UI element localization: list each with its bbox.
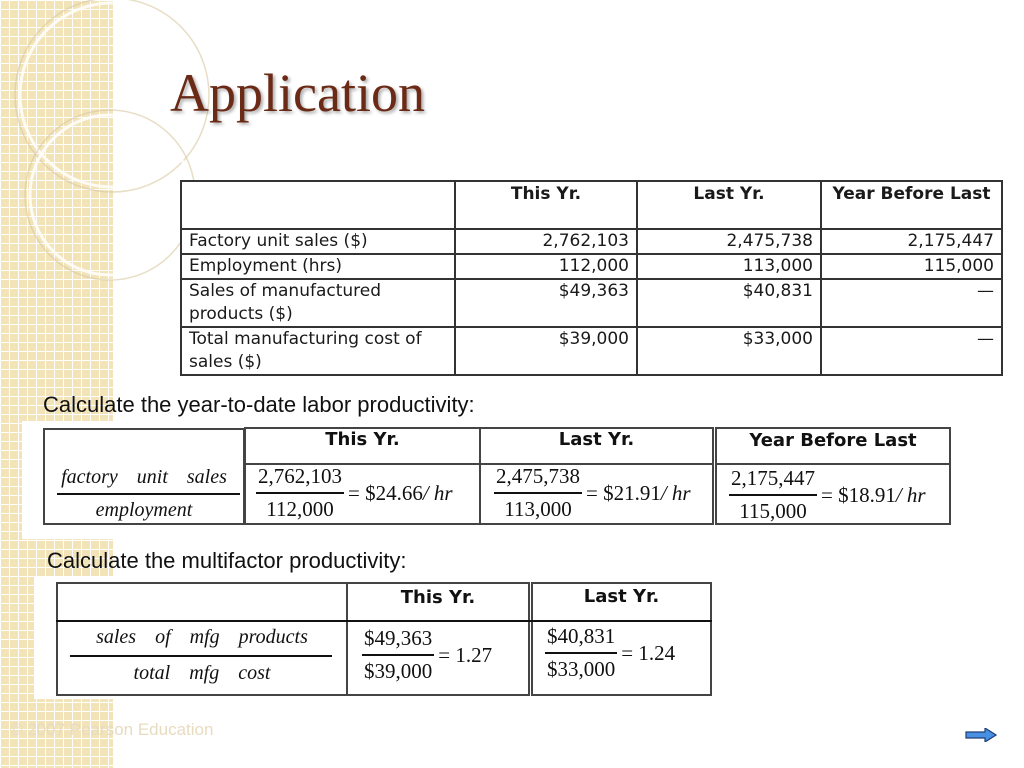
- labor-this-yr-unit: / hr: [422, 480, 453, 505]
- multifactor-formula-divider: [70, 655, 332, 657]
- cell-year-before: 115,000: [821, 254, 1002, 279]
- multifactor-header-last-yr: Last Yr.: [583, 586, 660, 607]
- multifactor-header-divider: [56, 620, 712, 622]
- table-row: [181, 254, 1002, 279]
- labor-last-yr-numerator: 2,475,738: [494, 464, 582, 494]
- table-header-row: [181, 181, 1002, 229]
- labor-header-this-yr: This Yr.: [325, 429, 400, 450]
- labor-last-yr-denominator: 113,000: [504, 497, 572, 521]
- multifactor-last-yr-numerator: $40,831: [545, 624, 617, 654]
- labor-last-yr-calc: [494, 464, 691, 522]
- labor-last-yr-result: = $21.91: [586, 480, 661, 505]
- cell-year-before: —: [821, 327, 1002, 375]
- next-slide-arrow-icon[interactable]: [965, 728, 997, 742]
- table-header-this-yr: This Yr.: [455, 181, 637, 229]
- table-header-blank: [181, 181, 455, 229]
- labor-productivity-prompt: Calculate the year-to-date labor productivity:: [43, 392, 475, 417]
- labor-formula-numerator: factory unit sales: [61, 466, 227, 488]
- labor-this-yr-denominator: 112,000: [266, 497, 334, 521]
- cell-this-yr: 112,000: [455, 254, 637, 279]
- row-label: Total manufacturing cost of sales ($): [181, 327, 455, 375]
- cell-last-yr: 113,000: [637, 254, 821, 279]
- labor-this-yr-result: = $24.66: [348, 480, 423, 505]
- cell-this-yr: 2,762,103: [455, 229, 637, 254]
- multifactor-formula-denominator: total mfg cost: [133, 662, 271, 684]
- row-label: Factory unit sales ($): [181, 229, 455, 254]
- multifactor-header-this-yr: This Yr.: [400, 587, 476, 608]
- labor-this-yr-calc: [256, 464, 453, 522]
- multifactor-last-yr-denominator: $33,000: [547, 657, 616, 681]
- labor-header-year-before-last: Year Before Last: [749, 430, 917, 451]
- productivity-data-table: [180, 180, 1003, 376]
- cell-last-yr: $33,000: [637, 327, 821, 375]
- multifactor-this-yr-calc: [362, 626, 492, 684]
- table-header-last-yr: Last Yr.: [637, 181, 821, 229]
- labor-year-before-denominator: 115,000: [739, 499, 807, 523]
- labor-year-before-unit: / hr: [895, 482, 926, 507]
- table-row: [181, 327, 1002, 375]
- labor-formula-divider: [57, 493, 240, 495]
- multifactor-formula-numerator: sales of mfg products: [96, 626, 308, 648]
- multifactor-productivity-prompt: Calculate the multifactor productivity:: [47, 548, 407, 573]
- multifactor-this-yr-denominator: $39,000: [364, 659, 433, 683]
- row-label: Sales of manufactured products ($): [181, 279, 455, 327]
- labor-this-yr-numerator: 2,762,103: [256, 464, 344, 494]
- multifactor-last-yr-calc: [545, 624, 675, 682]
- slide-title: Application: [170, 63, 425, 123]
- cell-this-yr: $39,000: [455, 327, 637, 375]
- multifactor-last-yr-result: = 1.24: [621, 640, 676, 665]
- cell-this-yr: $49,363: [455, 279, 637, 327]
- labor-year-before-result: = $18.91: [821, 482, 896, 507]
- table-row: [181, 229, 1002, 254]
- cell-last-yr: $40,831: [637, 279, 821, 327]
- multifactor-this-yr-numerator: $49,363: [362, 626, 434, 656]
- copyright-footer: © 2007 Pearson Education: [10, 720, 214, 739]
- row-label: Employment (hrs): [181, 254, 455, 279]
- table-header-year-before-last: Year Before Last: [821, 181, 1002, 229]
- cell-last-yr: 2,475,738: [637, 229, 821, 254]
- labor-header-last-yr: Last Yr.: [558, 429, 635, 450]
- labor-year-before-calc: [729, 466, 926, 524]
- table-row: [181, 279, 1002, 327]
- multifactor-this-yr-result: = 1.27: [438, 642, 493, 667]
- cell-year-before: 2,175,447: [821, 229, 1002, 254]
- labor-year-before-numerator: 2,175,447: [729, 466, 817, 496]
- labor-formula-denominator: employment: [95, 499, 193, 521]
- labor-last-yr-unit: / hr: [660, 480, 691, 505]
- cell-year-before: —: [821, 279, 1002, 327]
